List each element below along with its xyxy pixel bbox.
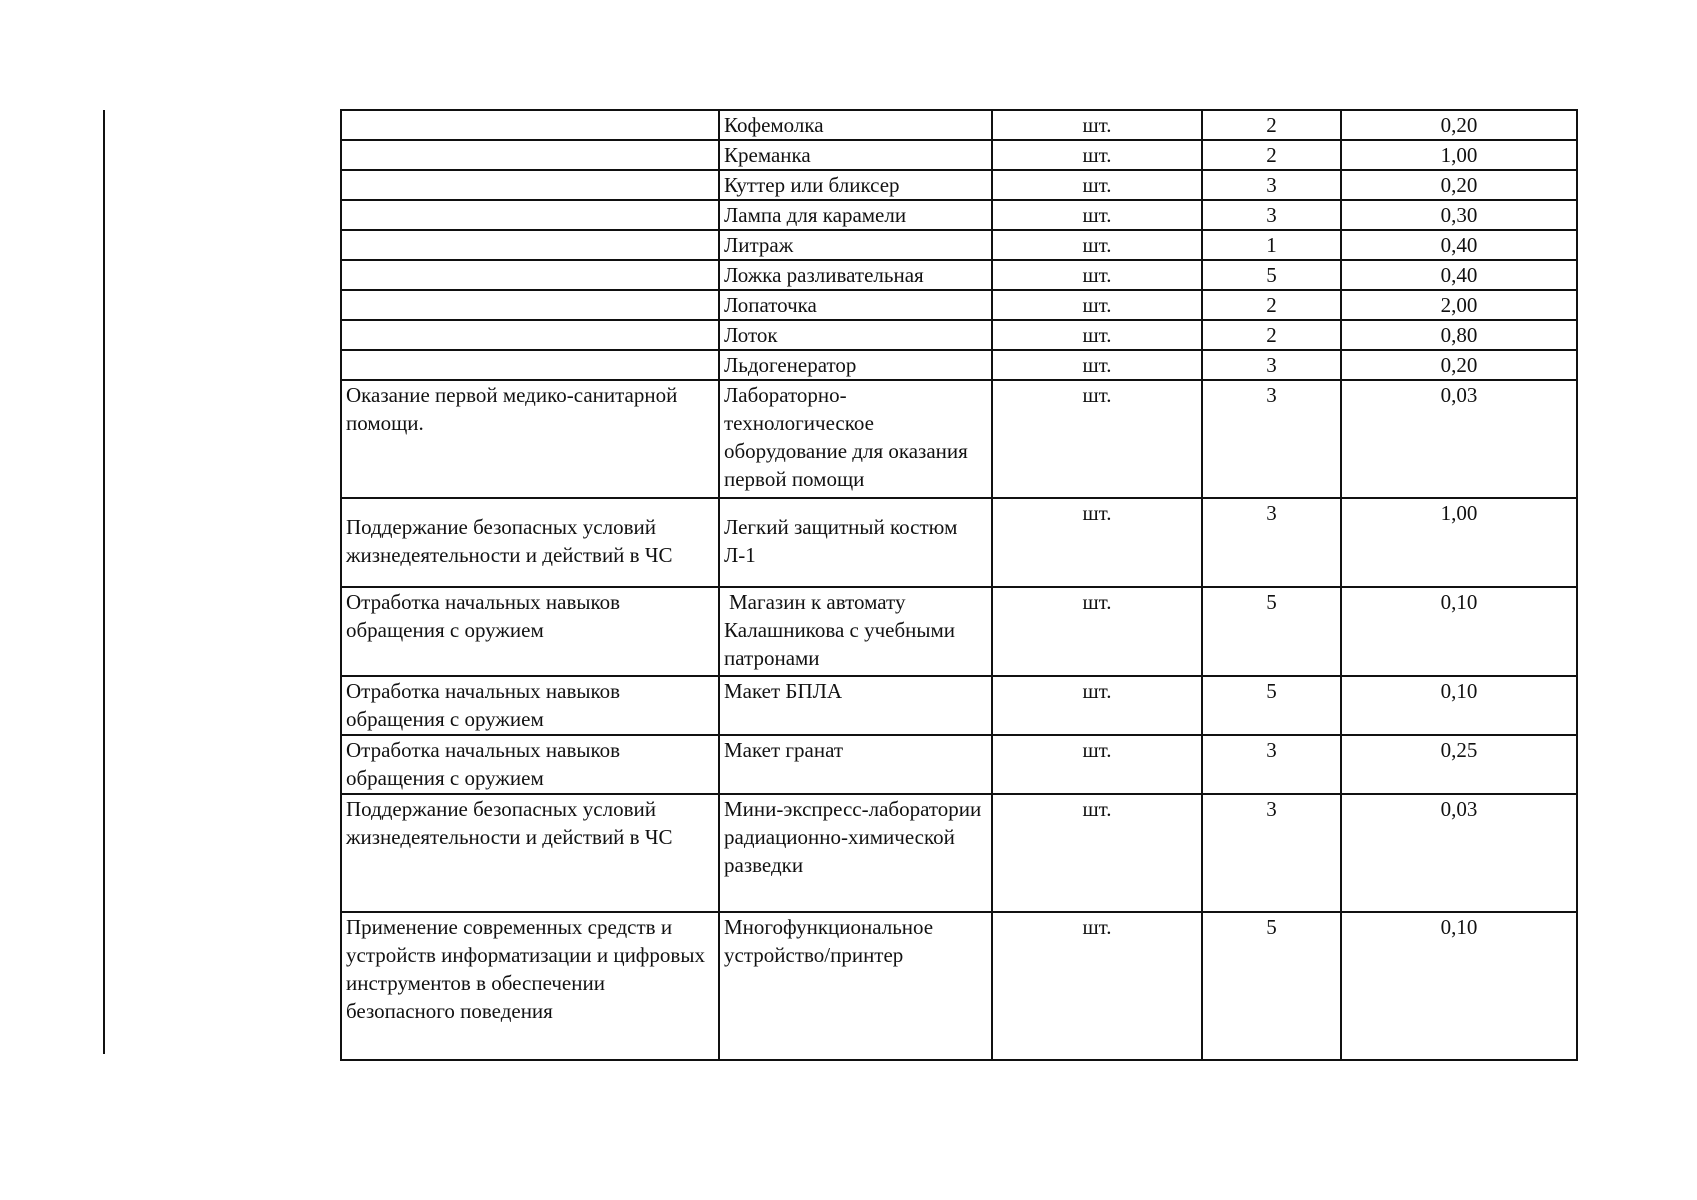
item-cell: Мини-экспресс-лаборатории радиационно-химической разведки	[719, 794, 992, 912]
qty-cell: 3	[1202, 498, 1341, 587]
item-cell: Лампа для карамели	[719, 200, 992, 230]
table-row	[341, 110, 1577, 140]
table-row	[341, 350, 1577, 380]
table-row	[341, 140, 1577, 170]
table-row	[341, 794, 1577, 912]
qty-cell: 2	[1202, 320, 1341, 350]
item-cell: Многофункциональное устройство/принтер	[719, 912, 992, 1060]
qty-cell: 3	[1202, 735, 1341, 794]
area-cell	[341, 140, 719, 170]
area-cell: Применение современных средств и устройств информатизации и цифровых инструментов в обеспечении безопасного поведения	[341, 912, 719, 1060]
norm-cell: 0,80	[1341, 320, 1577, 350]
unit-cell: шт.	[992, 140, 1202, 170]
area-cell	[341, 260, 719, 290]
unit-cell: шт.	[992, 350, 1202, 380]
qty-cell: 3	[1202, 794, 1341, 912]
unit-cell: шт.	[992, 230, 1202, 260]
norm-cell: 0,03	[1341, 380, 1577, 498]
norm-cell: 0,30	[1341, 200, 1577, 230]
norm-cell: 0,20	[1341, 110, 1577, 140]
item-cell: Ложка разливательная	[719, 260, 992, 290]
norm-cell: 0,10	[1341, 587, 1577, 676]
qty-cell: 2	[1202, 110, 1341, 140]
equipment-table	[340, 109, 1578, 1061]
table-row	[341, 498, 1577, 587]
qty-cell: 2	[1202, 140, 1341, 170]
unit-cell: шт.	[992, 260, 1202, 290]
item-cell: Куттер или бликсер	[719, 170, 992, 200]
unit-cell: шт.	[992, 110, 1202, 140]
item-cell: Креманка	[719, 140, 992, 170]
qty-cell: 1	[1202, 230, 1341, 260]
unit-cell: шт.	[992, 587, 1202, 676]
item-cell: Лопаточка	[719, 290, 992, 320]
item-cell: Льдогенератор	[719, 350, 992, 380]
area-cell	[341, 110, 719, 140]
qty-cell: 5	[1202, 587, 1341, 676]
norm-cell: 2,00	[1341, 290, 1577, 320]
unit-cell: шт.	[992, 735, 1202, 794]
page-margin-line	[103, 110, 105, 1054]
unit-cell: шт.	[992, 912, 1202, 1060]
qty-cell: 3	[1202, 350, 1341, 380]
area-cell: Отработка начальных навыков обращения с оружием	[341, 676, 719, 735]
table-row	[341, 380, 1577, 498]
area-cell: Оказание первой медико-санитарной помощи.	[341, 380, 719, 498]
qty-cell: 3	[1202, 380, 1341, 498]
area-cell: Отработка начальных навыков обращения с оружием	[341, 735, 719, 794]
area-cell	[341, 320, 719, 350]
norm-cell: 0,25	[1341, 735, 1577, 794]
unit-cell: шт.	[992, 380, 1202, 498]
norm-cell: 0,40	[1341, 260, 1577, 290]
unit-cell: шт.	[992, 290, 1202, 320]
table-row	[341, 735, 1577, 794]
table-row	[341, 200, 1577, 230]
item-cell: Лоток	[719, 320, 992, 350]
table-row	[341, 912, 1577, 1060]
norm-cell: 0,20	[1341, 170, 1577, 200]
area-cell	[341, 200, 719, 230]
norm-cell: 0,10	[1341, 912, 1577, 1060]
area-cell: Поддержание безопасных условий жизнедеятельности и действий в ЧС	[341, 794, 719, 912]
unit-cell: шт.	[992, 498, 1202, 587]
unit-cell: шт.	[992, 170, 1202, 200]
area-cell	[341, 350, 719, 380]
item-cell: Лабораторно-технологическое оборудование для оказания первой помощи	[719, 380, 992, 498]
area-cell: Поддержание безопасных условий жизнедеятельности и действий в ЧС	[341, 498, 719, 587]
norm-cell: 1,00	[1341, 140, 1577, 170]
qty-cell: 3	[1202, 170, 1341, 200]
unit-cell: шт.	[992, 200, 1202, 230]
norm-cell: 1,00	[1341, 498, 1577, 587]
qty-cell: 5	[1202, 912, 1341, 1060]
table-row	[341, 676, 1577, 735]
table-row	[341, 260, 1577, 290]
item-cell: Кофемолка	[719, 110, 992, 140]
area-cell: Отработка начальных навыков обращения с оружием	[341, 587, 719, 676]
table-row	[341, 320, 1577, 350]
unit-cell: шт.	[992, 320, 1202, 350]
item-cell: Магазин к автомату Калашникова с учебными патронами	[719, 587, 992, 676]
area-cell	[341, 290, 719, 320]
area-cell	[341, 230, 719, 260]
table-row	[341, 290, 1577, 320]
qty-cell: 5	[1202, 260, 1341, 290]
unit-cell: шт.	[992, 794, 1202, 912]
area-cell	[341, 170, 719, 200]
item-cell: Легкий защитный костюм Л-1	[719, 498, 992, 587]
table-row	[341, 170, 1577, 200]
item-cell: Макет гранат	[719, 735, 992, 794]
norm-cell: 0,40	[1341, 230, 1577, 260]
norm-cell: 0,10	[1341, 676, 1577, 735]
norm-cell: 0,20	[1341, 350, 1577, 380]
qty-cell: 3	[1202, 200, 1341, 230]
item-cell: Литраж	[719, 230, 992, 260]
table-row	[341, 230, 1577, 260]
unit-cell: шт.	[992, 676, 1202, 735]
norm-cell: 0,03	[1341, 794, 1577, 912]
item-cell: Макет БПЛА	[719, 676, 992, 735]
table-row	[341, 587, 1577, 676]
qty-cell: 2	[1202, 290, 1341, 320]
qty-cell: 5	[1202, 676, 1341, 735]
